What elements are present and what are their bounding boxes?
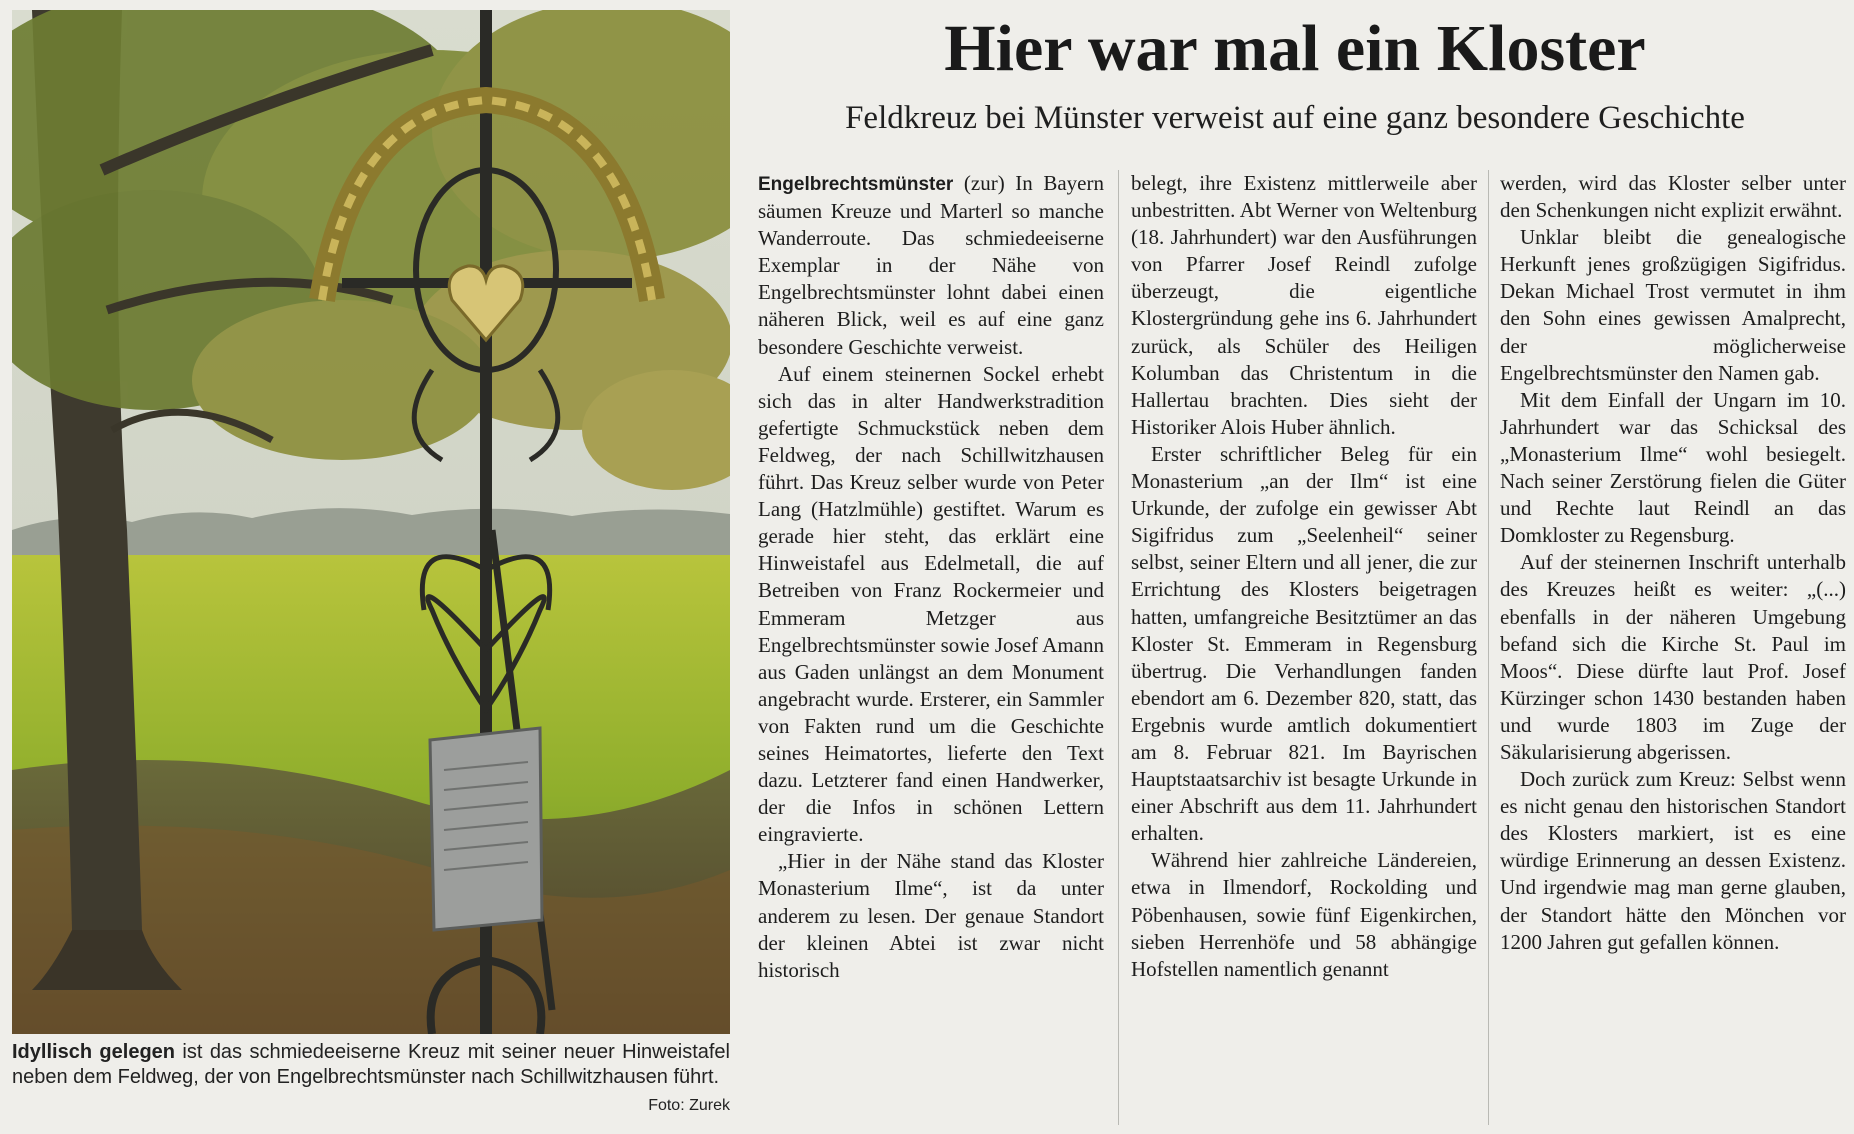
article-paragraph: werden, wird das Kloster selber unter den Schenkungen nicht explizit erwähnt. (1500, 171, 1846, 223)
column-divider (1118, 170, 1119, 1125)
headline: Hier war mal ein Kloster (944, 12, 1646, 85)
article-paragraph: belegt, ihre Existenz mittlerweile aber unbestritten. Abt Werner von Weltenburg (18. Jahrhundert) war den Ausführungen von Pfarrer Josef Reindl zufolge überzeugt, die eigentliche Klostergründung gehe ins 6. Jahrhundert zurück, als Schüler des Heiligen Kolumban das Christentum in die Hallertau brachten. Dies sieht der Historiker Alois Huber ähnlich. (1131, 171, 1477, 439)
photo-caption (12, 1040, 730, 1118)
article-paragraph (758, 170, 1104, 361)
article-paragraph: Auf einem steinernen Sockel erhebt sich das in alter Handwerkstradition gefertigte Schmuckstück neben dem Feldweg, der nach Schillwitzhausen führt. Das Kreuz selber wurde von Peter Lang (Hatzlmühle) gestiftet. Warum es gerade hier steht, das erklärt eine Hinweistafel aus Edelmetall, die auf Betreiben von Franz Rockermeier und Emmeram Metzger aus Engelbrechtsmünster sowie Josef Amann aus Gaden unlängst an dem Monument angebracht wurde. Ersterer, ein Sammler von Fakten rund um die Geschichte seines Heimatortes, lieferte den Text dazu. Letzterer fand einen Handwerker, der die Infos in schönen Lettern eingravierte. (758, 361, 1104, 847)
paragraph-text: (zur) In Bayern säumen Kreuze und Marterl so manche Wanderroute. Das schmiedeeiserne Exemplar in der Nähe von Engelbrechtsmünster lohnt dabei einen näheren Blick, weil es auf eine ganz besondere Geschichte verweist. (758, 171, 1104, 359)
article-column-1 (758, 170, 1104, 984)
article-paragraph: Mit dem Einfall der Ungarn im 10. Jahrhundert war das Schicksal des „Monasterium Ilme“ wohl besiegelt. Nach seiner Zerstörung fielen die Güter und Rechte laut Reindl an das Domkloster zu Regensburg. (1500, 387, 1846, 548)
article-paragraph: Doch zurück zum Kreuz: Selbst wenn es nicht genau den historischen Standort des Klosters markiert, ist es eine würdige Erinnerung an dessen Existenz. Und irgendwie mag man gerne glauben, der Standort hätte den Mönchen vor 1200 Jahren gut gefallen können. (1500, 767, 1846, 954)
article-paragraph: „Hier in der Nähe stand das Kloster Monasterium Ilme“, ist da unter anderem zu lesen. Der genaue Standort der kleinen Abtei ist zwar nicht historisch (758, 849, 1104, 982)
dateline: Engelbrechtsmünster (758, 174, 954, 195)
article-column-3 (1500, 170, 1846, 956)
caption-text: ist das schmiedeeiserne Kreuz mit seiner neuer Hinweistafel neben dem Feldweg, der von Engelbrechtsmünster nach Schillwitzhausen führt. (12, 1041, 730, 1088)
photo-credit: Foto: Zurek (648, 1097, 730, 1114)
article-paragraph: Auf der steinernen Inschrift unterhalb des Kreuzes heißt es weiter: „(...) ebenfalls in der näheren Umgebung befand sich die Kirche St. Paul im Moos“. Diese dürfte laut Prof. Josef Kürzinger schon 1430 bestanden haben und wurde 1803 im Zuge der Säkularisierung abgerissen. (1500, 550, 1846, 764)
caption-lead: Idyllisch gelegen (12, 1041, 176, 1063)
article-photo (12, 10, 730, 1034)
article-column-2 (1131, 170, 1477, 983)
article-paragraph: Erster schriftlicher Beleg für ein Monasterium „an der Ilm“ ist eine Urkunde, der zufolge ein gewisser Abt Sigifridus zum „Seelenheil“ seiner selbst, seiner Eltern und all jener, die zur Errichtung des Klosters beigetragen hatten, umfangreiche Besitztümer an das Kloster St. Emmeram in Regensburg übertrug. Die Verhandlungen fanden ebendort am 6. Dezember 820, statt, das Ergebnis wurde amtlich dokumentiert am 8. Februar 821. Im Bayrischen Hauptstaatsarchiv ist besagte Urkunde in einer Abschrift aus dem 11. Jahrhundert erhalten. (1131, 441, 1477, 846)
column-divider (1488, 170, 1489, 1125)
article-paragraph: Während hier zahlreiche Ländereien, etwa in Ilmendorf, Rockolding und Pöbenhausen, sowie fünf Eigenkirchen, sieben Herrenhöfe und 58 abhängige Hofstellen namentlich genannt (1131, 848, 1477, 981)
article-paragraph: Unklar bleibt die genealogische Herkunft jenes großzügigen Sigifridus. Dekan Michael Trost vermutet in ihm den Sohn eines gewissen Amalprecht, der möglicherweise Engelbrechtsmünster den Namen gab. (1500, 225, 1846, 385)
photo-illustration (12, 10, 730, 1034)
subheadline: Feldkreuz bei Münster verweist auf eine ganz besondere Geschichte (845, 100, 1745, 136)
